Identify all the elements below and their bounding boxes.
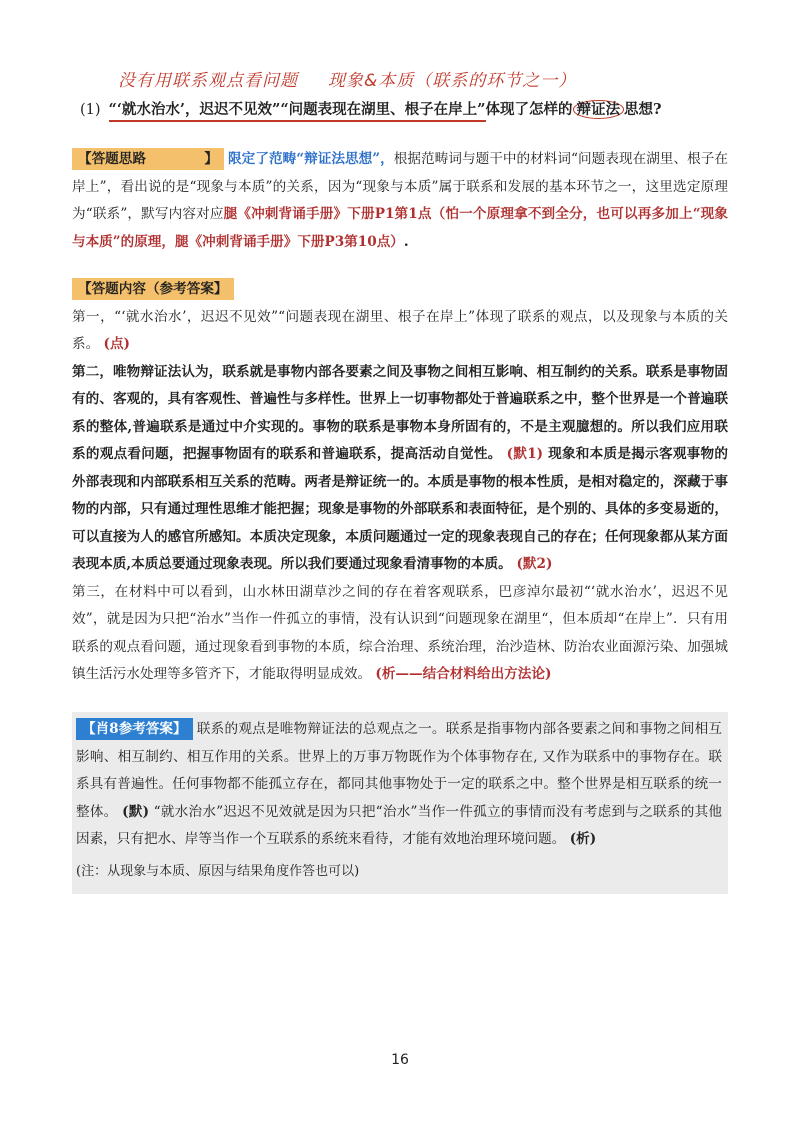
answer-mark-analysis: (析——结合材料给出方法论) bbox=[375, 666, 552, 682]
question-quote-1: “‘就水治水’，迟迟不见效” bbox=[109, 101, 281, 122]
answer-tag: 【答题内容（参考答案】 bbox=[72, 278, 234, 300]
handwritten-annotation bbox=[118, 66, 606, 91]
thinking-text: 根据范畴词与题干中的材料词“问题表现在湖里、根子在岸上”，看出说的是“现象与本质”的关系，因为“现象与本质”属于联系和发展的基本环节之一，这里选定原理为“联系”，默写内容对应 bbox=[72, 151, 729, 222]
reference-mark-recite: (默) bbox=[122, 803, 150, 820]
page-number: 16 bbox=[391, 1052, 409, 1068]
thinking-reference: 腿《冲刺背诵手册》下册P1第1点（怕一个原理拿不到全分，也可以再多加上“现象与本质”的原理，腿《冲刺背诵手册》下册P3第10点） bbox=[72, 206, 728, 250]
answer-mark-recite-1: (默1) bbox=[506, 446, 544, 462]
question-number: (1) bbox=[80, 102, 101, 118]
annotation-note-2: 现象&本质（联系的环节之一） bbox=[328, 71, 577, 91]
thinking-end: . bbox=[403, 233, 409, 250]
answer-section bbox=[72, 276, 728, 689]
thinking-highlight: 限定了范畴“辩证法思想”， bbox=[228, 151, 394, 167]
question-text: 体现了怎样的 bbox=[485, 101, 573, 118]
question-quote-2: “问题表现在湖里、根子在岸上” bbox=[280, 101, 485, 122]
answer-mark-recite-2: (默2) bbox=[516, 556, 553, 572]
question-keyword: 辩证法 bbox=[573, 100, 625, 119]
question-line bbox=[80, 98, 740, 119]
reference-note: (注：从现象与本质、原因与结果角度作答也可以) bbox=[76, 863, 360, 879]
answer-paragraph-3: 第三，在材料中可以看到，山水林田湖草沙之间的存在着客观联系，巴彦淖尔最初“‘就水治水’，迟迟不见效”，就是因为只把“治水”当作一件孤立的事情，没有认识到“问题现象在湖里“，但本质却“在岸上”．只有用联系的观点看问题，通过现象看到事物的本质，综合治理、系统治理，治沙造林、防治农业面源污染、加强城镇生活污水处理等多管齐下，才能取得明显成效。 (析——结合材料给出方法论) bbox=[72, 583, 728, 682]
reference-answer-box bbox=[72, 712, 728, 894]
reference-tag: 【肖8参考答案】 bbox=[76, 718, 193, 740]
reference-mark-analysis: (析) bbox=[569, 831, 597, 847]
answer-mark-point: (点) bbox=[103, 336, 130, 352]
reference-paragraph: 【肖8参考答案】 联系的观点是唯物辩证法的总观点之一。联系是指事物内部各要素之间和事物之间相互影响、相互制约、相互作用的关系。世界上的万事万物既作为个体事物存在, 又作为联系中的事物存在。联系具有普遍性。任何事物都不能孤立存在，都同其他事物处于一定的联系之中。整个世界是相互联系的统一整体。 (默) “就水治水”迟迟不见效就是因为只把“治水”当作一件孤立的事情而没有考虑到与之联系的其他因素，只有把水、岸等当作一个互联系的系统来看待，才能有效地治理环境问题。 (析) bbox=[76, 716, 722, 854]
annotation-note-1: 没有用联系观点看问题 bbox=[118, 71, 298, 91]
answer-paragraph-2: 第二，唯物辩证法认为，联系就是事物内部各要素之间及事物之间相互影响、相互制约的关系。联系是事物固有的、客观的，具有客观性、普遍性与多样性。世界上一切事物都处于普遍联系之中，整个世界是一个普遍联系的整体,普遍联系是通过中介实现的。事物的联系是事物本身所固有的，不是主观臆想的。所以我们应用联系的观点看问题，把握事物固有的联系和普遍联系，提高活动自觉性。 (默1) 现象和本质是揭示客观事物的外部表现和内部联系相互关系的范畴。两者是辩证统一的。本质是事物的根本性质，是相对稳定的，深藏于事物的内部，只有通过理性思维才能把握；现象是事物的外部联系和表面特征，是个别的、具体的多变易逝的，可以直接为人的感官所感知。本质决定现象，本质问题通过一定的现象表现自己的存在；任何现象都从某方面表现本质,本质总要通过现象表现。所以我们要通过现象看清事物的本质。 (默2) bbox=[72, 363, 728, 572]
answer-paragraph-1: 第一，“‘就水治水’，迟迟不见效”“问题表现在湖里、根子在岸上”体现了联系的观点，以及现象与本质的关系。 (点) bbox=[72, 308, 728, 352]
thinking-tag: 【答题思路 】 bbox=[72, 148, 224, 170]
thinking-section bbox=[72, 146, 728, 256]
question-text-end: 思想? bbox=[624, 101, 662, 118]
